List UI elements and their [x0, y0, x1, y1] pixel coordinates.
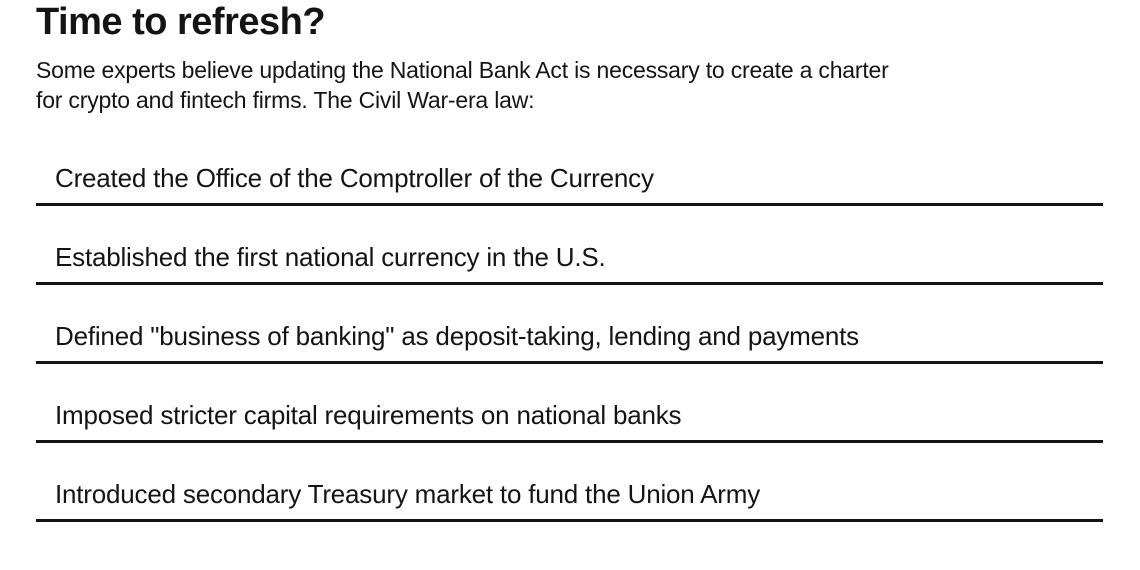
quiz-subtitle-line-2: for crypto and fintech firms. The Civil War-era law: — [36, 87, 535, 113]
quiz-option-row[interactable]: Introduced secondary Treasury market to fund the Union Army — [36, 478, 1103, 522]
quiz-option-row[interactable]: Established the first national currency in the U.S. — [36, 241, 1103, 285]
quiz-subtitle — [36, 55, 1103, 115]
quiz-options-list — [36, 162, 1103, 522]
page-title: Time to refresh? — [36, 1, 326, 43]
quiz-option-row[interactable]: Defined "business of banking" as deposit-taking, lending and payments — [36, 320, 1103, 364]
quiz-option-row[interactable]: Imposed stricter capital requirements on national banks — [36, 399, 1103, 443]
quiz-subtitle-line-1: Some experts believe updating the National Bank Act is necessary to create a charter — [36, 57, 889, 83]
quiz-option-row[interactable]: Created the Office of the Comptroller of the Currency — [36, 162, 1103, 206]
